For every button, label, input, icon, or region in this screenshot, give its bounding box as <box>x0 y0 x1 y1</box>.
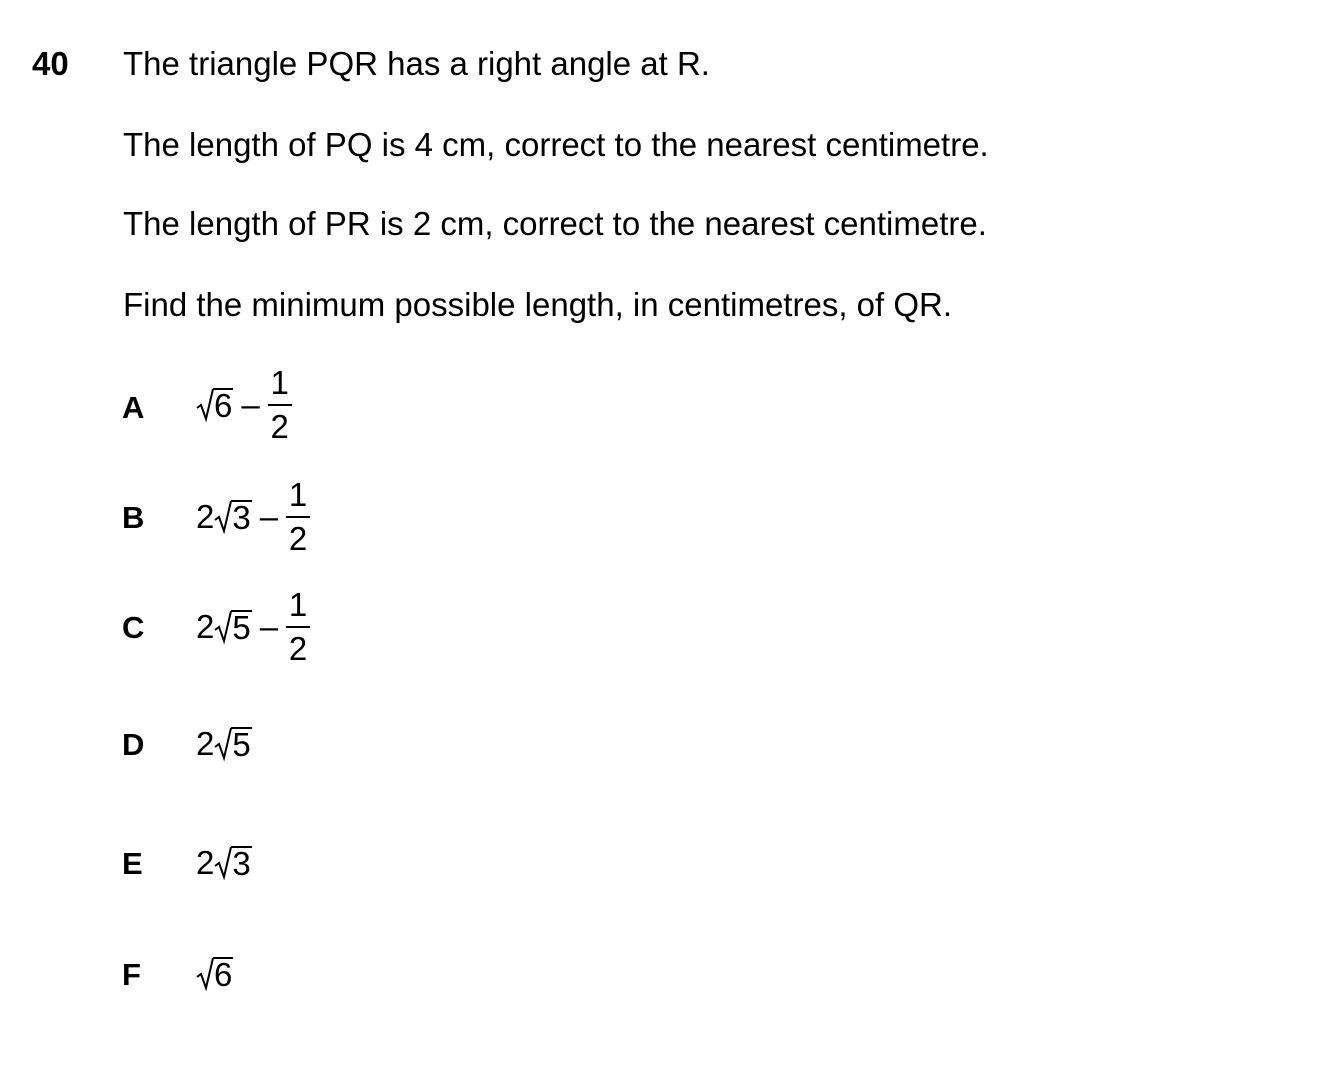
radical-icon <box>214 846 232 880</box>
radicand: 3 <box>232 499 251 536</box>
fraction <box>286 478 310 556</box>
option-expression <box>196 957 233 991</box>
option-letter: A <box>122 390 145 425</box>
minus-sign: – <box>259 498 279 535</box>
option-letter: B <box>122 500 145 535</box>
question-text-3: The length of PR is 2 cm, correct to the nearest centimetre. <box>123 205 987 242</box>
radical-icon <box>214 500 232 534</box>
fraction-denominator: 2 <box>288 630 308 667</box>
radical-icon <box>196 388 214 422</box>
fraction-numerator: 1 <box>270 364 289 401</box>
fraction-denominator: 2 <box>288 520 308 557</box>
square-root <box>214 500 251 534</box>
square-root <box>196 957 233 991</box>
option-expression <box>196 845 252 881</box>
option-expression <box>196 478 310 556</box>
option-e[interactable] <box>122 843 522 933</box>
square-root <box>214 610 251 644</box>
option-letter: C <box>122 610 145 645</box>
minus-sign: – <box>259 608 279 645</box>
radicand: 6 <box>214 387 233 424</box>
fraction <box>286 588 310 666</box>
option-expression <box>196 366 292 444</box>
question-text-2: The length of PQ is 4 cm, correct to the nearest centimetre. <box>123 126 989 163</box>
option-d[interactable] <box>122 724 522 814</box>
option-c[interactable] <box>122 588 522 678</box>
fraction-bar <box>286 626 310 628</box>
radicand: 5 <box>232 609 251 646</box>
fraction-numerator: 1 <box>288 586 308 623</box>
radicand: 6 <box>214 956 233 993</box>
fraction-denominator: 2 <box>270 408 289 445</box>
coefficient: 2 <box>196 608 215 645</box>
radicand: 5 <box>232 726 251 763</box>
square-root <box>214 727 251 761</box>
radicand: 3 <box>232 845 251 882</box>
option-letter: F <box>122 957 141 992</box>
square-root <box>214 846 251 880</box>
question-text-1: The triangle PQR has a right angle at R. <box>123 45 710 82</box>
fraction-bar <box>286 516 310 518</box>
fraction <box>268 366 292 444</box>
option-expression <box>196 588 310 666</box>
coefficient: 2 <box>196 725 215 762</box>
fraction-numerator: 1 <box>288 476 308 513</box>
option-f[interactable] <box>122 955 522 1045</box>
option-letter: E <box>122 846 143 881</box>
coefficient: 2 <box>196 498 215 535</box>
option-letter: D <box>122 727 145 762</box>
option-b[interactable] <box>122 478 522 568</box>
minus-sign: – <box>241 386 260 423</box>
radical-icon <box>214 727 232 761</box>
option-a[interactable] <box>122 366 522 456</box>
option-expression <box>196 726 252 762</box>
question-number: 40 <box>32 45 69 82</box>
question-text-4: Find the minimum possible length, in centimetres, of QR. <box>123 286 953 323</box>
radical-icon <box>196 957 214 991</box>
fraction-bar <box>268 404 292 406</box>
square-root <box>196 388 233 422</box>
radical-icon <box>214 610 232 644</box>
coefficient: 2 <box>196 844 215 881</box>
